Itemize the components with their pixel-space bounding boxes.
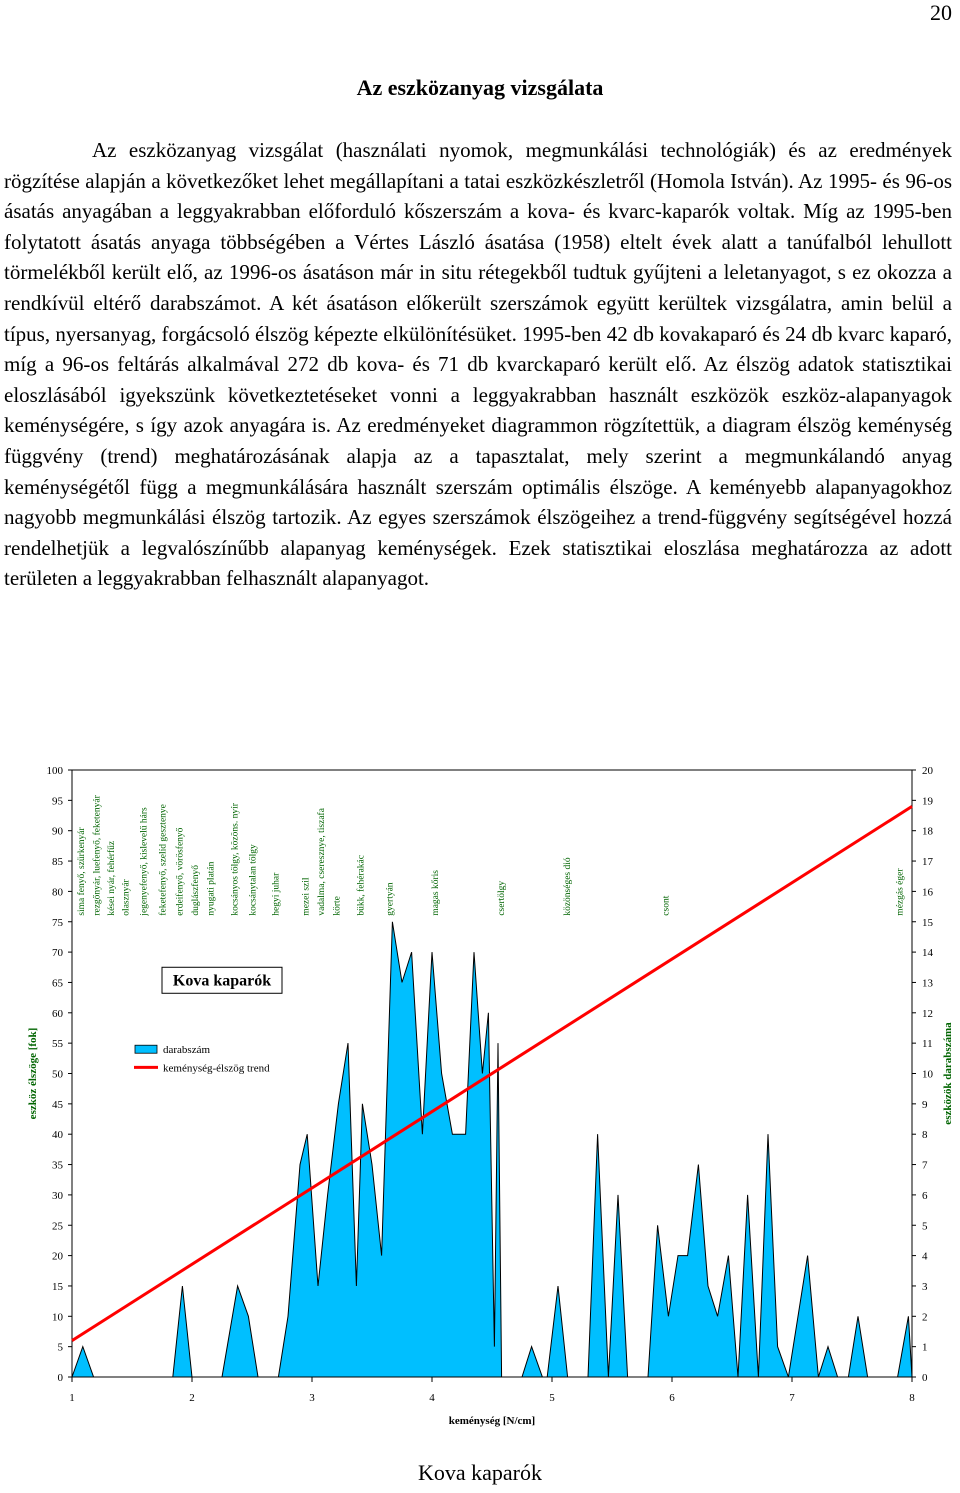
annotation-label: mézgás éger [895, 868, 906, 916]
y-right-tick-label: 7 [922, 1159, 928, 1172]
annotation-label: feketefenyő, szelíd gesztenye [158, 804, 169, 916]
chart-title: Kova kaparók [172, 972, 272, 990]
y-right-tick-label: 15 [922, 916, 933, 929]
annotation-label: csont [661, 895, 672, 916]
x-tick-label: 5 [549, 1392, 555, 1404]
y-left-tick-label: 50 [52, 1068, 63, 1081]
chart-container [0, 755, 960, 1435]
annotation-label: körte [332, 896, 343, 916]
y-right-tick-label: 17 [922, 856, 933, 869]
annotation-label: nyugati platán [206, 861, 217, 916]
annotation-label: vadalma, cseresznye, tiszafa [317, 808, 327, 916]
annotation-label: kocsánytalan tölgy [248, 844, 259, 916]
section-heading: Az eszközanyag vizsgálata [356, 75, 604, 100]
y-left-tick-label: 95 [52, 795, 63, 808]
x-tick-label: 7 [789, 1392, 795, 1404]
annotation-label: erdeifenyő, vörösfenyő [175, 827, 186, 916]
annotation-label: gyertyán [385, 882, 396, 916]
x-tick-label: 2 [189, 1392, 195, 1404]
y-left-tick-label: 25 [52, 1220, 63, 1233]
y-left-tick-label: 60 [52, 1007, 63, 1020]
annotation-label: olasznyár [121, 879, 132, 916]
legend-area-label: darabszám [163, 1044, 211, 1057]
annotation-label: bükk, fehérakác [356, 855, 367, 916]
y-left-tick-label: 30 [52, 1189, 63, 1202]
y-right-tick-label: 2 [922, 1311, 928, 1324]
annotation-label: mezei szil [301, 877, 312, 916]
y-left-tick-label: 5 [57, 1341, 63, 1354]
y-right-tick-label: 13 [922, 977, 933, 990]
y-right-tick-label: 18 [922, 825, 933, 838]
legend [134, 1044, 270, 1074]
annotation-label: rezgőnyár, luefenyő, feketenyár [92, 795, 103, 916]
x-tick-label: 4 [429, 1392, 435, 1404]
y-right-tick-label: 19 [922, 795, 933, 808]
legend-area-swatch [135, 1045, 157, 1053]
y-right-tick-label: 20 [922, 765, 933, 777]
y-left-tick-label: 45 [52, 1098, 63, 1111]
annotation-label: csertölgy [497, 880, 507, 916]
y-right-tick-label: 9 [922, 1098, 928, 1111]
figure-caption: Kova kaparók [417, 1460, 542, 1485]
y-right-tick-label: 12 [922, 1007, 933, 1020]
y-right-tick-label: 5 [922, 1220, 928, 1233]
x-tick-label: 3 [309, 1392, 315, 1404]
annotation-label: közönséges dió [563, 857, 573, 916]
y-right-tick-label: 16 [922, 886, 933, 899]
y-right-tick-label: 0 [922, 1372, 928, 1384]
y-right-tick-label: 11 [922, 1038, 933, 1051]
x-axis-title: keménység [N/cm] [448, 1415, 536, 1427]
annotation-label: kocsányos tölgy, közöns. nyír [230, 803, 241, 916]
chart-title-box [162, 967, 282, 993]
body-paragraph: Az eszközanyag vizsgálat (használati nyomok, megmunkálási technológiák) és az eredmények rögzítése alapján a következőket lehet megállapítani a tatai eszközkészletről (Homola István). Az 1995- és 96-os ásatás anyagában a leggyakrabban előforduló kőszerszám a kova- és kvarc-kaparók voltak. Míg az 1995-ben folytatott ásatás anyaga többségében a Vértes László ásatása (1958) eltelt évek alatt a tanúfalból lehullott törmelékből került elő, az 1996-os ásatáson már in situ rétegekből tudtuk gyűjteni a leletanyagot, s ez okozza a rendkívül eltérő darabszámot. A két ásatáson előkerült szerszámok együtt kerültek vizsgálatra, amin belül a típus, nyersanyag, forgácsoló élszög képezte elkülönítésüket. 1995-ben 42 db kovakaparó és 24 db kvarc kaparó, míg a 96-os feltárás alkalmával 272 db kova- és 71 db kvarckaparó került elő. Az élszög adatok statisztikai eloszlásából igyekszünk következtetéseket vonni a leggyakrabban használt eszközök eszköz-alapanyagok keménységére, s így azok anyagára is. Az eredményeket diagrammon rögzítettük, a diagram élszög keménység függvény (trend) meghatározásának alapja az a tapasztalat, mely szerint a megmunkálandó anyag keménységétől függ a megmunkálására használt szerszám optimális élszöge. A keményebb alapanyagokhoz nagyobb megmunkálási élszög tartozik. Az egyes szerszámok élszögeihez a trend-függvény segítségével hozzá rendelhetjük a legvalószínűbb alapanyag keménységek. Ezek statisztikai eloszlása meghatározza az adott területen a leggyakrabban felhasznált alapanyagot. [4, 138, 952, 591]
legend-trend-label: keménység-élszög trend [163, 1062, 270, 1075]
annotation-label: jegenyefenyő, kislevelű hárs [139, 807, 150, 916]
y-left-tick-label: 35 [52, 1159, 63, 1172]
annotation-label: sima fenyő, szürkenyár [77, 827, 87, 916]
annotation-label: magas kőris [431, 870, 441, 916]
y-left-tick-label: 80 [52, 886, 63, 899]
y-left-tick-label: 90 [52, 825, 63, 838]
y-left-tick-label: 0 [57, 1372, 63, 1384]
x-tick-label: 1 [69, 1392, 75, 1404]
y-right-axis-title: eszközök darabszáma [942, 1022, 954, 1125]
x-tick-label: 8 [909, 1392, 915, 1404]
y-right-tick-label: 6 [922, 1189, 928, 1202]
x-tick-label: 6 [669, 1392, 675, 1404]
annotation-label: kései nyár, fehérfűz [107, 840, 117, 916]
y-left-tick-label: 40 [52, 1129, 63, 1142]
y-right-tick-label: 8 [922, 1129, 928, 1142]
y-right-tick-label: 3 [922, 1280, 928, 1293]
y-left-tick-label: 55 [52, 1038, 63, 1051]
page-number: 20 [930, 0, 952, 25]
y-right-tick-label: 10 [922, 1068, 933, 1081]
y-left-axis-title: eszköz élszöge [fok] [27, 1027, 39, 1120]
y-left-tick-label: 10 [52, 1311, 63, 1324]
annotation-label: duglászfenyő [191, 865, 201, 916]
y-right-tick-label: 1 [922, 1341, 928, 1354]
y-left-tick-label: 15 [52, 1280, 63, 1293]
annotation-label: hegyi juhar [271, 872, 282, 916]
y-right-tick-label: 4 [922, 1250, 928, 1263]
y-left-tick-label: 20 [52, 1250, 63, 1263]
y-left-tick-label: 100 [46, 765, 63, 777]
y-left-tick-label: 85 [52, 856, 63, 869]
y-left-tick-label: 70 [52, 947, 63, 960]
y-left-tick-label: 75 [52, 916, 63, 929]
chart-svg [0, 755, 960, 1435]
wood-annotations [76, 794, 905, 916]
y-left-tick-label: 65 [52, 977, 63, 990]
y-right-tick-label: 14 [922, 947, 933, 960]
